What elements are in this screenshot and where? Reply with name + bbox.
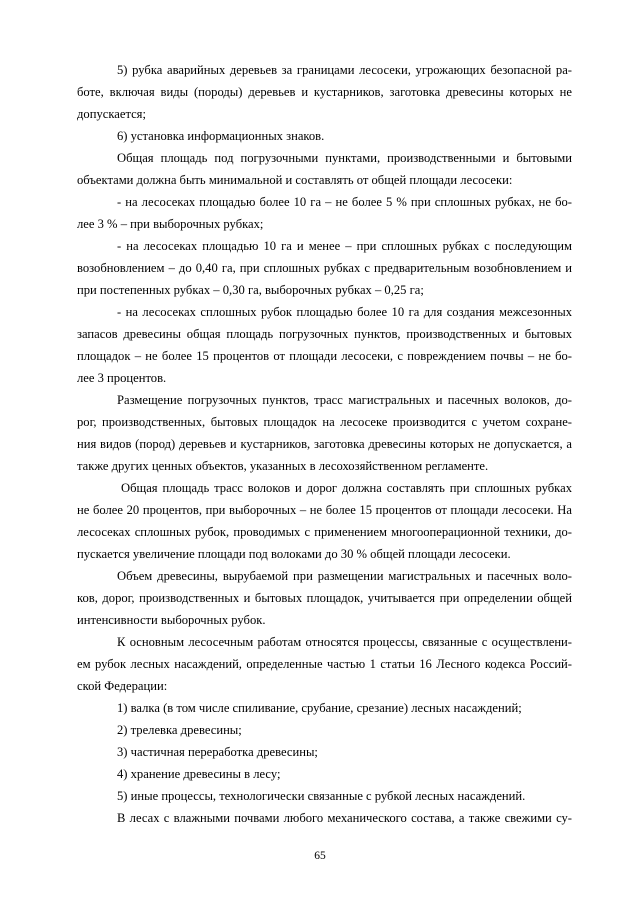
text-line: возобновлением – до 0,40 га, при сплошных рубках с предварительным возобновлением и (77, 261, 572, 275)
text-line: при постепенных рубках – 0,30 га, выборочных рубках – 0,25 га; (77, 283, 424, 297)
text-line: - на лесосеках сплошных рубок площадью более 10 га для создания межсезонных (117, 305, 572, 319)
text-line: В лесах с влажными почвами любого механического состава, а также свежими су- (117, 811, 572, 825)
page-number: 65 (314, 850, 326, 862)
text-line: - на лесосеках площадью 10 га и менее – при сплошных рубках с последующим (117, 239, 572, 253)
list-item: 4) хранение древесины в лесу; (117, 767, 281, 781)
list-item: 1) валка (в том числе спиливание, срубание, срезание) лесных насаждений; (117, 701, 522, 715)
text-line: запасов древесины общая площадь погрузочных пунктов, производственных и бытовых (77, 327, 572, 341)
list-item: 3) частичная переработка древесины; (117, 745, 318, 759)
text-line: также других ценных объектов, указанных в лесохозяйственном регламенте. (77, 459, 489, 473)
text-line: ем рубок лесных насаждений, определенные частью 1 статьи 16 Лесного кодекса Россий- (77, 657, 572, 671)
text-line: ков, дорог, производственных и бытовых площадок, учитывается при определении общей (77, 591, 572, 605)
text-line: Общая площадь под погрузочными пунктами, производственными и бытовыми (117, 151, 572, 165)
text-line: 6) установка информационных знаков. (117, 129, 325, 143)
text-line: интенсивности выборочных рубок. (77, 613, 266, 627)
text-line: Общая площадь трасс волоков и дорог должна составлять при сплошных рубках (121, 481, 572, 495)
text-line: Объем древесины, вырубаемой при размещении магистральных и пасечных воло- (117, 569, 572, 583)
text-line: боте, включая виды (породы) деревьев и кустарников, заготовка древесины которых не (77, 85, 572, 99)
text-line: 5) рубка аварийных деревьев за границами лесосеки, угрожающих безопасной ра- (117, 63, 572, 77)
text-line: не более 20 процентов, при выборочных – не более 15 процентов от площади лесосеки. На (77, 503, 572, 517)
text-line: ской Федерации: (77, 679, 168, 693)
text-line: допускается; (77, 107, 146, 121)
text-line: лесосеках сплошных рубок, проводимых с применением многооперационной техники, до- (77, 525, 572, 539)
list-item: 5) иные процессы, технологически связанные с рубкой лесных насаждений. (117, 789, 526, 803)
text-line: рог, производственных, бытовых площадок на лесосеке производится с учетом сохране- (77, 415, 572, 429)
text-line: Размещение погрузочных пунктов, трасс магистральных и пасечных волоков, до- (117, 393, 572, 407)
text-line: лее 3 процентов. (77, 371, 167, 385)
text-line: - на лесосеках площадью более 10 га – не более 5 % при сплошных рубках, не бо- (117, 195, 572, 209)
text-line: К основным лесосечным работам относятся процессы, связанные с осуществлени- (117, 635, 572, 649)
list-item: 2) трелевка древесины; (117, 723, 242, 737)
text-line: объектами должна быть минимальной и составлять от общей площади лесосеки: (77, 173, 513, 187)
text-line: ния видов (пород) деревьев и кустарников, заготовка древесины которых не допускается, а (77, 437, 572, 451)
text-line: пускается увеличение площади под волоками до 30 % общей площади лесосеки. (77, 547, 511, 561)
text-line: лее 3 % – при выборочных рубках; (77, 217, 264, 231)
text-line: площадок – не более 15 процентов от площади лесосеки, с повреждением почвы – не бо- (77, 349, 572, 363)
